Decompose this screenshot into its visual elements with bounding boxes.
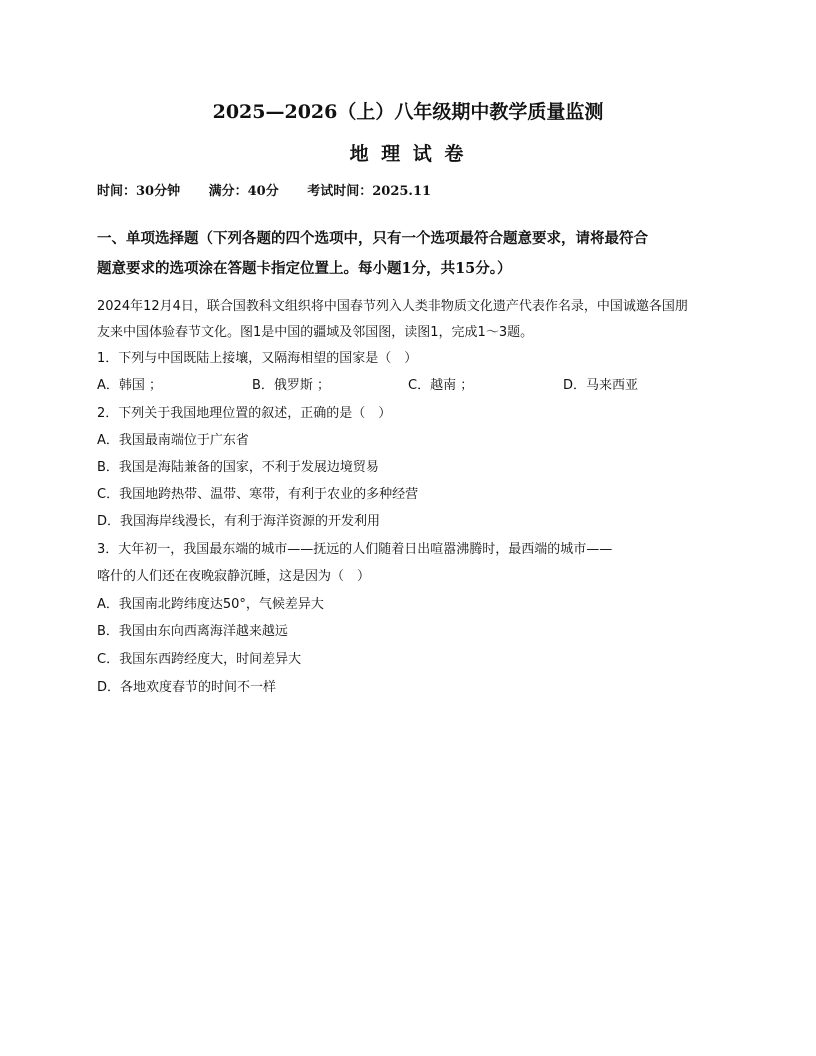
option-b: B．俄罗斯 ；: [252, 378, 331, 393]
option-d: D．各地欢度春节的时间不一样: [97, 680, 277, 695]
question-3-stem: 3．大年初一，我国最东端的城市——抚远的人们随着日出喧嚣沸腾时，最西端的城市——: [97, 542, 613, 557]
option-d: D．马来西亚: [563, 378, 639, 393]
subject-title: 地 理 试 卷: [349, 143, 467, 165]
section-heading-line: 题意要求的选项涂在答题卡指定位置上。每小题1分，共15分。）: [97, 260, 512, 277]
question-3-stem: 喀什的人们还在夜晚寂静沉睡，这是因为（ ）: [97, 569, 371, 584]
option-a: A．我国最南端位于广东省: [97, 433, 249, 448]
option-c: C．我国地跨热带、温带、寒带，有利于农业的多种经营: [97, 487, 419, 502]
question-1-stem: 1．下列与中国既陆上接壤，又隔海相望的国家是（ ）: [97, 351, 418, 366]
option-d: D．我国海岸线漫长，有利于海洋资源的开发利用: [97, 514, 381, 529]
exam-full-score: 满分：40分: [208, 184, 279, 199]
option-a: A．我国南北跨纬度达50°，气候差异大: [97, 597, 324, 612]
intro-line: 友来中国体验春节文化。图1是中国的疆域及邻国图，读图1，完成1～3题。: [97, 325, 534, 340]
exam-title: 2025—2026（上）八年级期中教学质量监测: [212, 101, 604, 123]
question-2-stem: 2．下列关于我国地理位置的叙述，正确的是（ ）: [97, 406, 392, 421]
exam-duration: 时间：30分钟: [97, 184, 181, 199]
option-c: C．越南 ；: [408, 378, 474, 393]
option-c: C．我国东西跨经度大，时间差异大: [97, 652, 302, 667]
exam-info: [97, 180, 455, 199]
intro-line: 2024年12月4日，联合国教科文组织将中国春节列入人类非物质文化遗产代表作名录，中国诚邀各国朋: [97, 299, 688, 314]
exam-date: 考试时间：2025.11: [307, 184, 432, 199]
option-a: A．韩国 ；: [97, 378, 163, 393]
section-heading: [97, 224, 727, 284]
section-heading-line: 一、单项选择题（下列各题的四个选项中，只有一个选项最符合题意要求，请将最符合: [97, 230, 648, 247]
option-b: B．我国由东向西离海洋越来越远: [97, 624, 288, 639]
option-b: B．我国是海陆兼备的国家，不利于发展边境贸易: [97, 460, 379, 475]
